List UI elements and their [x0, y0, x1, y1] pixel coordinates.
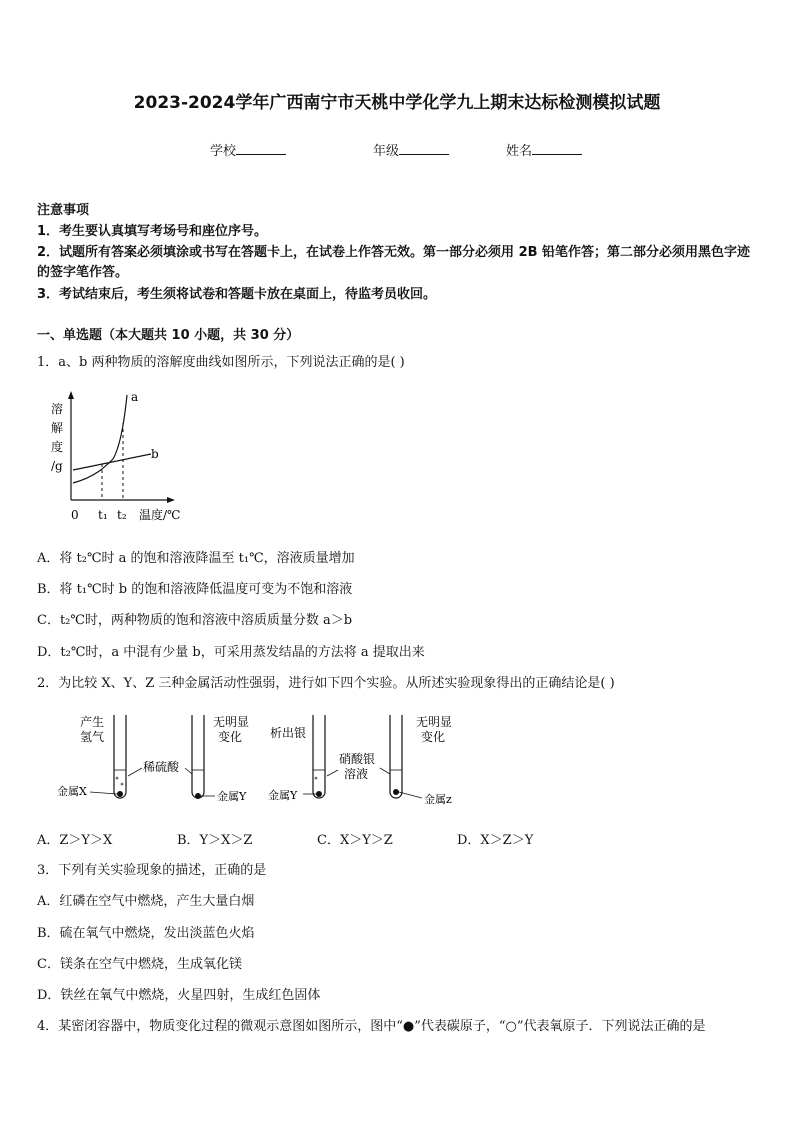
q2-option-b[interactable]: B．Y＞X＞Z	[177, 833, 253, 848]
school-blank[interactable]	[236, 142, 286, 155]
q3-option-c[interactable]: C．镁条在空气中燃烧，生成氧化镁	[37, 957, 242, 972]
tube1-top-2: 氢气	[80, 730, 105, 744]
notice-heading: 注意事项	[37, 203, 90, 218]
tube1-top-1: 产生	[80, 715, 105, 729]
q2-options	[37, 829, 757, 848]
curve-a	[73, 395, 127, 483]
mid-label-2b: 溶液	[344, 767, 369, 781]
q3-option-a[interactable]: A．红磷在空气中燃烧，产生大量白烟	[37, 894, 255, 909]
tube4-top-1: 无明显	[416, 715, 453, 729]
tube2-top-1: 无明显	[213, 715, 250, 729]
school-field[interactable]	[210, 140, 286, 159]
q1-option-a[interactable]: A．将 t₂℃时 a 的饱和溶液降温至 t₁℃，溶液质量增加	[37, 551, 355, 566]
curve-b-label: b	[151, 447, 159, 461]
grade-field[interactable]	[373, 140, 449, 159]
q1-option-d[interactable]: D．t₂℃时，a 中混有少量 b，可采用蒸发结晶的方法将 a 提取出来	[37, 645, 425, 660]
ylabel-4: /g	[51, 459, 63, 473]
q2-option-a[interactable]: A．Z＞Y＞X	[37, 833, 113, 848]
notice-item-3: 3．考试结束后，考生须将试卷和答题卡放在桌面上，待监考员收回。	[37, 287, 437, 302]
mid-label-1: 稀硫酸	[143, 760, 180, 774]
test-tube-4	[390, 715, 402, 798]
q1-option-c[interactable]: C．t₂℃时，两种物质的饱和溶液中溶质质量分数 a＞b	[37, 613, 353, 628]
t2-label: t₂	[117, 508, 127, 522]
q2-option-d[interactable]: D．X＞Z＞Y	[457, 833, 534, 848]
q2-option-c[interactable]: C．X＞Y＞Z	[317, 833, 393, 848]
origin-label: 0	[71, 508, 79, 522]
tube4-top-2: 变化	[421, 730, 446, 744]
metal-experiment-figure	[50, 710, 470, 810]
q1-stem: 1．a、b 两种物质的溶解度曲线如图所示，下列说法正确的是( )	[37, 355, 405, 370]
q3-option-b[interactable]: B．硫在氧气中燃烧，发出淡蓝色火焰	[37, 926, 255, 941]
section-heading: 一、单选题（本大题共 10 小题，共 30 分）	[37, 328, 300, 343]
tube2-top-2: 变化	[218, 730, 243, 744]
curve-a-label: a	[131, 390, 139, 404]
grade-label: 年级	[373, 144, 400, 159]
test-tube-1	[114, 715, 126, 798]
solubility-graph	[45, 385, 195, 525]
ylabel-2: 解	[51, 421, 64, 435]
name-label: 姓名	[506, 144, 533, 159]
notice-item-2: 2．试题所有答案必须填涂或书写在答题卡上，在试卷上作答无效。第一部分必须用 2B 铅笔作答；第二部分必须用黑色字迹的签字笔作答。	[37, 245, 751, 280]
test-tube-2	[192, 715, 204, 799]
curve-b	[73, 454, 151, 470]
test-tube-3	[313, 715, 325, 798]
q3-stem: 3．下列有关实验现象的描述，正确的是	[37, 863, 267, 878]
grade-blank[interactable]	[399, 142, 449, 155]
q3-option-d[interactable]: D．铁丝在氧气中燃烧，火星四射，生成红色固体	[37, 988, 321, 1003]
x-axis-arrow	[167, 497, 175, 503]
mid-label-2a: 硝酸银	[339, 752, 376, 766]
tube3-top: 析出银	[270, 726, 307, 740]
exam-title: 2023-2024学年广西南宁市天桃中学化学九上期末达标检测模拟试题	[133, 93, 661, 113]
ylabel-1: 溶	[51, 402, 64, 416]
xlabel: 温度/℃	[139, 508, 181, 522]
notice-item-1: 1．考生要认真填写考场号和座位序号。	[37, 224, 268, 239]
school-label: 学校	[210, 144, 237, 159]
tube3-bottom: 金属Y	[268, 789, 298, 802]
q4-stem: 4．某密闭容器中，物质变化过程的微观示意图如图所示，图中“●”代表碳原子，“○”代表氧原子．下列说法正确的是	[37, 1019, 706, 1034]
name-blank[interactable]	[532, 142, 582, 155]
y-axis-arrow	[68, 391, 74, 399]
tube2-bottom: 金属Y	[217, 790, 247, 803]
tube4-bottom: 金属z	[424, 793, 452, 806]
tube1-bottom: 金属X	[57, 785, 87, 798]
ylabel-3: 度	[51, 440, 64, 454]
name-field[interactable]	[506, 140, 582, 159]
q1-option-b[interactable]: B．将 t₁℃时 b 的饱和溶液降低温度可变为不饱和溶液	[37, 582, 353, 597]
t1-label: t₁	[98, 508, 108, 522]
q2-stem: 2．为比较 X、Y、Z 三种金属活动性强弱，进行如下四个实验。从所述实验现象得出的正确结论是( )	[37, 676, 615, 691]
